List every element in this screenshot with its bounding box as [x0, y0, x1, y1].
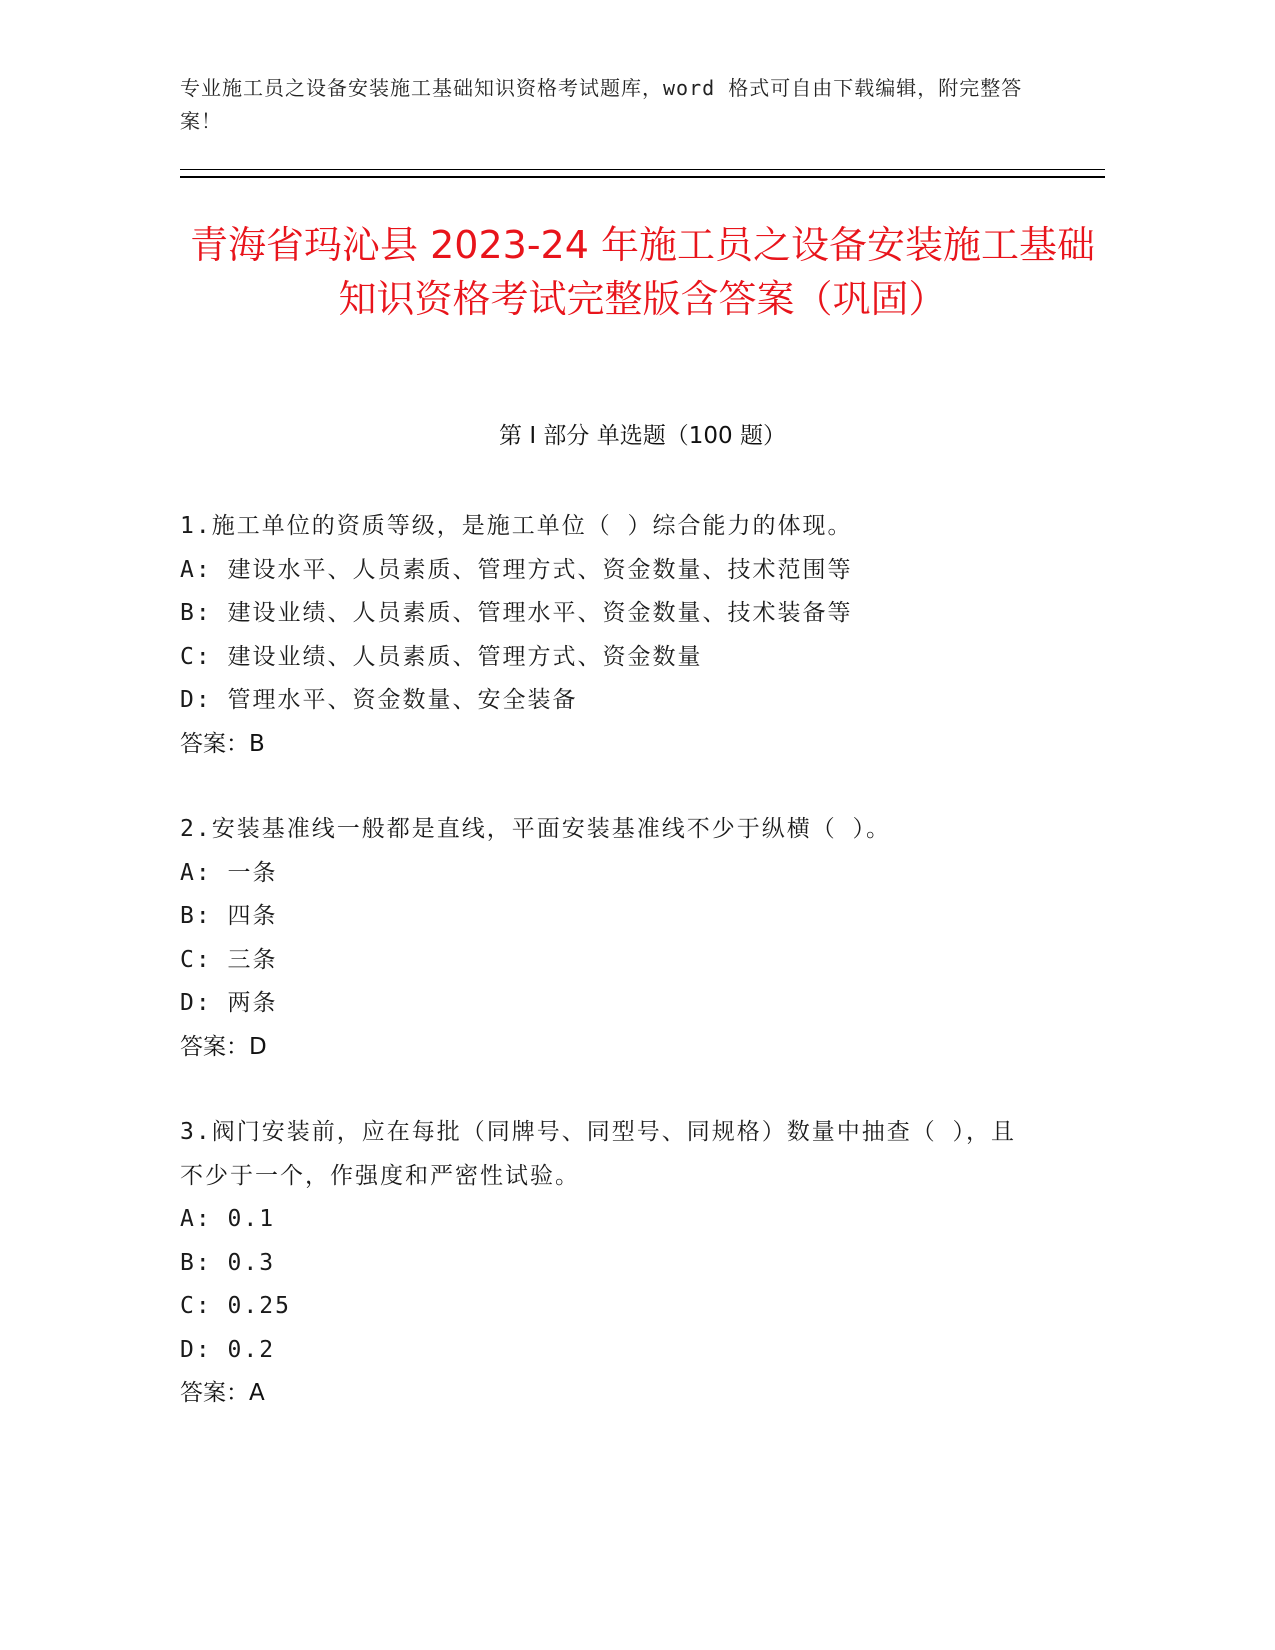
header-divider-thick	[180, 176, 1105, 178]
question-2	[180, 808, 1060, 1069]
answer: 答案：B	[180, 730, 265, 757]
option-a: A: 一条	[180, 859, 278, 886]
header-divider-thin	[180, 169, 1105, 170]
option-b: B: 建设业绩、人员素质、管理水平、资金数量、技术装备等	[180, 600, 853, 626]
question-3	[180, 1111, 1060, 1416]
question-stem: 3.阀门安装前，应在每批（同牌号、同型号、同规格）数量中抽查（ ），且不少于一个，作强度和严密性试验。	[180, 1119, 1017, 1189]
option-c: C: 三条	[180, 946, 278, 973]
option-d: D: 0.2	[180, 1336, 276, 1363]
question-stem: 2.安装基准线一般都是直线，平面安装基准线不少于纵横（ ）。	[180, 816, 892, 842]
answer: 答案：D	[180, 1033, 267, 1060]
option-c: C: 0.25	[180, 1293, 291, 1319]
option-a: A: 0.1	[180, 1206, 276, 1232]
answer: 答案：A	[180, 1380, 265, 1406]
option-d: D: 两条	[180, 990, 278, 1016]
section-title: 第 I 部分 单选题（100 题）	[499, 423, 786, 449]
option-c: C: 建设业绩、人员素质、管理方式、资金数量	[180, 643, 703, 670]
option-d: D: 管理水平、资金数量、安全装备	[180, 687, 578, 713]
option-b: B: 四条	[180, 903, 278, 929]
option-a: A: 建设水平、人员素质、管理方式、资金数量、技术范围等	[180, 556, 853, 583]
document-title: 青海省玛沁县 2023-24 年施工员之设备安装施工基础知识资格考试完整版含答案（巩固）	[190, 223, 1095, 321]
header-note: 专业施工员之设备安装施工基础知识资格考试题库，word 格式可自由下载编辑，附完整答案！	[180, 76, 1023, 133]
question-stem: 1.施工单位的资质等级，是施工单位（ ）综合能力的体现。	[180, 513, 853, 539]
question-1	[180, 505, 1060, 766]
question-list	[180, 505, 1060, 1458]
option-b: B: 0.3	[180, 1249, 276, 1276]
